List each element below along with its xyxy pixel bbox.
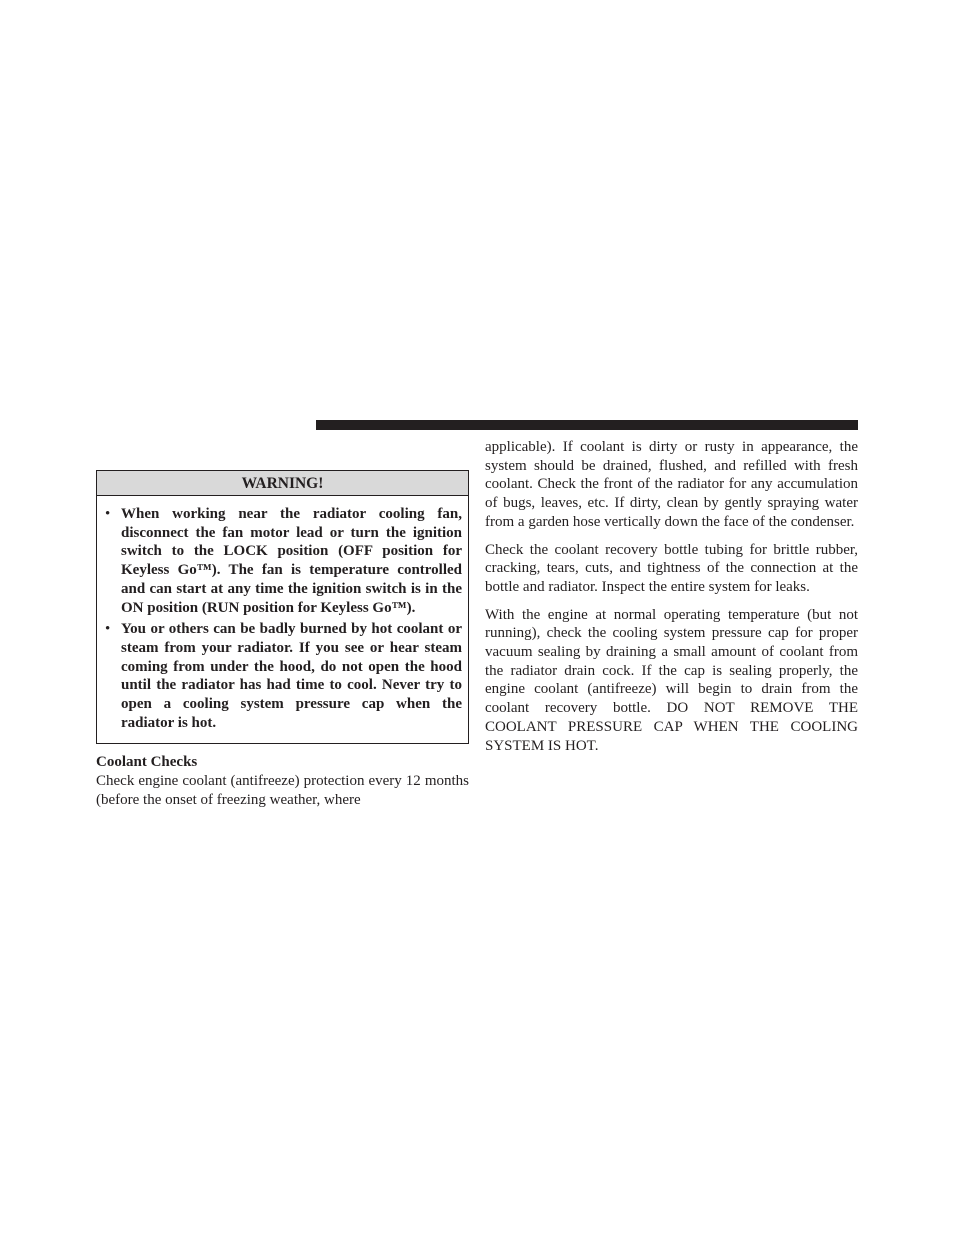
warning-box [96,470,469,744]
right-column [485,438,858,764]
left-column [96,470,469,810]
body-paragraph: applicable). If coolant is dirty or rusty in appearance, the system should be drained, flushed, and refilled with fresh coolant. Check the front of the radiator for any accumulation of bugs, leaves, etc. If dirty, clean by gently spraying water from a garden hose vertically down the face of the condenser. [485,439,858,530]
warning-item: • You or others can be badly burned by hot coolant or steam from your radiator. If you see or hear steam coming from under the hood, do not open the hood until the radiator has had time to cool. Never try to open a cooling system pressure cap when the radiator is hot. [121,620,462,732]
warning-title: WARNING! [97,471,468,496]
warning-item: • When working near the radiator cooling fan, disconnect the fan motor lead or turn the ignition switch to the LOCK position (OFF position for Keyless Go™). The fan is temperature controlled and can start at any time the ignition switch is in the ON position (RUN position for Keyless Go™). [121,505,462,617]
header-rule [316,420,858,430]
body-paragraph: With the engine at normal operating temperature (but not running), check the cooling system pressure cap for proper vacuum sealing by draining a small amount of coolant from the radiator drain cock. If the cap is sealing properly, the engine coolant (antifreeze) will begin to drain from the coolant recovery bottle. DO NOT REMOVE THE COOLANT PRESSURE CAP WHEN THE COOLING SYSTEM IS HOT. [485,606,858,754]
body-paragraph: Check engine coolant (antifreeze) protection every 12 months (before the onset of freezing weather, where [96,773,469,808]
warning-list [97,496,468,743]
body-paragraph: Check the coolant recovery bottle tubing for brittle rubber, cracking, tears, cuts, and tightness of the connection at the bottle and radiator. Inspect the entire system for leaks. [485,541,858,595]
section-heading: Coolant Checks [96,754,198,771]
